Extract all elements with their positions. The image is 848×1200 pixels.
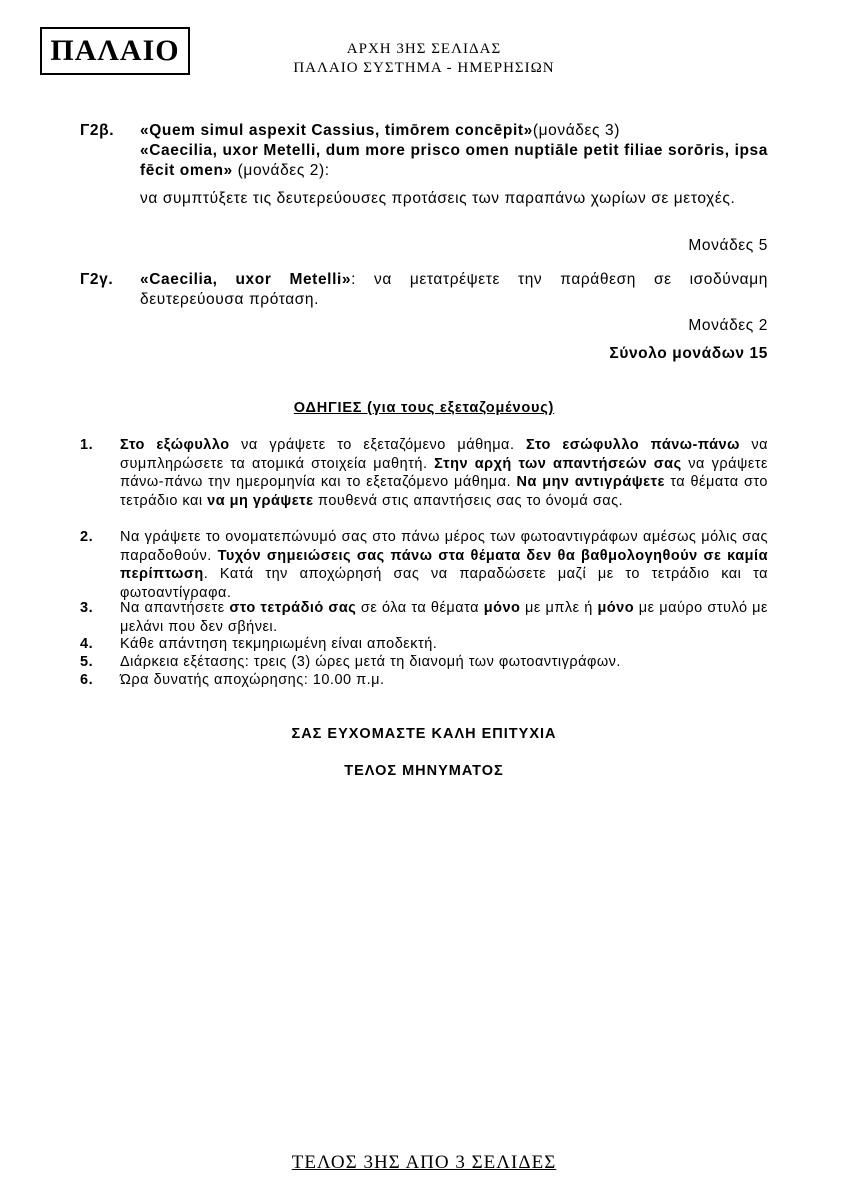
old-system-stamp: ΠΑΛΑΙΟ (40, 27, 190, 75)
item-text: Ώρα δυνατής αποχώρησης: 10.00 π.μ. (120, 672, 385, 688)
page-header-start: ΑΡΧΗ 3ΗΣ ΣΕΛΙΔΑΣ (346, 41, 502, 57)
item-text: Να απαντήσετε στο τετράδιό σας σε όλα τα θέματα μόνο με μπλε ή μόνο με μαύρο στυλό με μελάνι που δεν σβήνει. (120, 600, 769, 635)
total-marks: Σύνολο μονάδων 15 (609, 345, 768, 362)
points-note: (μονάδες 3) (532, 122, 620, 139)
list-item (80, 436, 768, 510)
item-text: Κάθε απάντηση τεκμηριωμένη είναι αποδεκτή. (120, 636, 438, 652)
list-item (80, 528, 768, 602)
page-footer: ΤΕΛΟΣ 3ΗΣ ΑΠΟ 3 ΣΕΛΙΔΕΣ (291, 1152, 557, 1173)
page-header-system: ΠΑΛΑΙΟ ΣΥΣΤΗΜΑ - ΗΜΕΡΗΣΙΩΝ (293, 60, 555, 76)
question-task: να συμπτύξετε τις δευτερεύουσες προτάσεις των παραπάνω χωρίων σε μετοχές. (140, 190, 736, 207)
latin-quote: «Quem simul aspexit Cassius, timōrem concēpit» (140, 122, 533, 139)
question-task: : να μετατρέψετε την παράθεση σε ισοδύναμη δευτερεύουσα πρόταση. (140, 271, 768, 308)
list-item (80, 671, 768, 690)
question-quotes (140, 121, 768, 181)
question-label: Γ2γ. (80, 271, 114, 288)
list-item (80, 635, 768, 654)
marks-label: Μονάδες 2 (688, 317, 768, 334)
item-number: 1. (80, 437, 94, 453)
list-item (80, 599, 768, 636)
item-text: Να γράψετε το ονοματεπώνυμό σας στο πάνω μέρος των φωτοαντιγράφων αμέσως μόλις σας παραδοθούν. Τυχόν σημειώσεις σας πάνω στα θέματα δεν θα βαθμολογηθούν σε καμία περίπτωση. Κατά την αποχώρησή σας να παραδώσετε μαζί με το τετράδιο και τα φωτοαντίγραφα. (120, 529, 768, 601)
item-number: 4. (80, 636, 94, 652)
item-number: 6. (80, 672, 94, 688)
latin-quote: «Caecilia, uxor Metelli» (140, 271, 352, 288)
question-g2c (80, 270, 768, 310)
latin-quote: «Caecilia, uxor Metelli, dum more prisco omen nuptiāle petit filiae sorōris, ipsa fēcit omen» (140, 142, 768, 179)
question-g2b (80, 121, 768, 209)
good-luck-message: ΣΑΣ ΕΥΧΟΜΑΣΤΕ ΚΑΛΗ ΕΠΙΤΥΧΙΑ (291, 726, 557, 742)
points-note: (μονάδες 2): (232, 162, 330, 179)
end-of-message: ΤΕΛΟΣ ΜΗΝΥΜΑΤΟΣ (344, 763, 504, 779)
item-text: Διάρκεια εξέτασης: τρεις (3) ώρες μετά τη διανομή των φωτοαντιγράφων. (120, 654, 621, 670)
list-item (80, 653, 768, 672)
item-number: 5. (80, 654, 94, 670)
item-text: Στο εξώφυλλο να γράψετε το εξεταζόμενο μάθημα. Στο εσώφυλλο πάνω-πάνω να συμπληρώσετε τα ατομικά στοιχεία μαθητή. Στην αρχή των απαντήσεών σας να γράψετε πάνω-πάνω την ημερομηνία και το εξεταζόμενο μάθημα. Να μην αντιγράψετε τα θέματα στο τετράδιο και να μη γράψετε πουθενά στις απαντήσεις σας το όνομά σας. (120, 437, 768, 509)
item-number: 3. (80, 600, 94, 616)
question-text (140, 270, 768, 310)
marks-label: Μονάδες 5 (688, 237, 768, 254)
instructions-title: ΟΔΗΓΙΕΣ (για τους εξεταζομένους) (293, 400, 555, 416)
question-label: Γ2β. (80, 122, 115, 139)
item-number: 2. (80, 529, 94, 545)
